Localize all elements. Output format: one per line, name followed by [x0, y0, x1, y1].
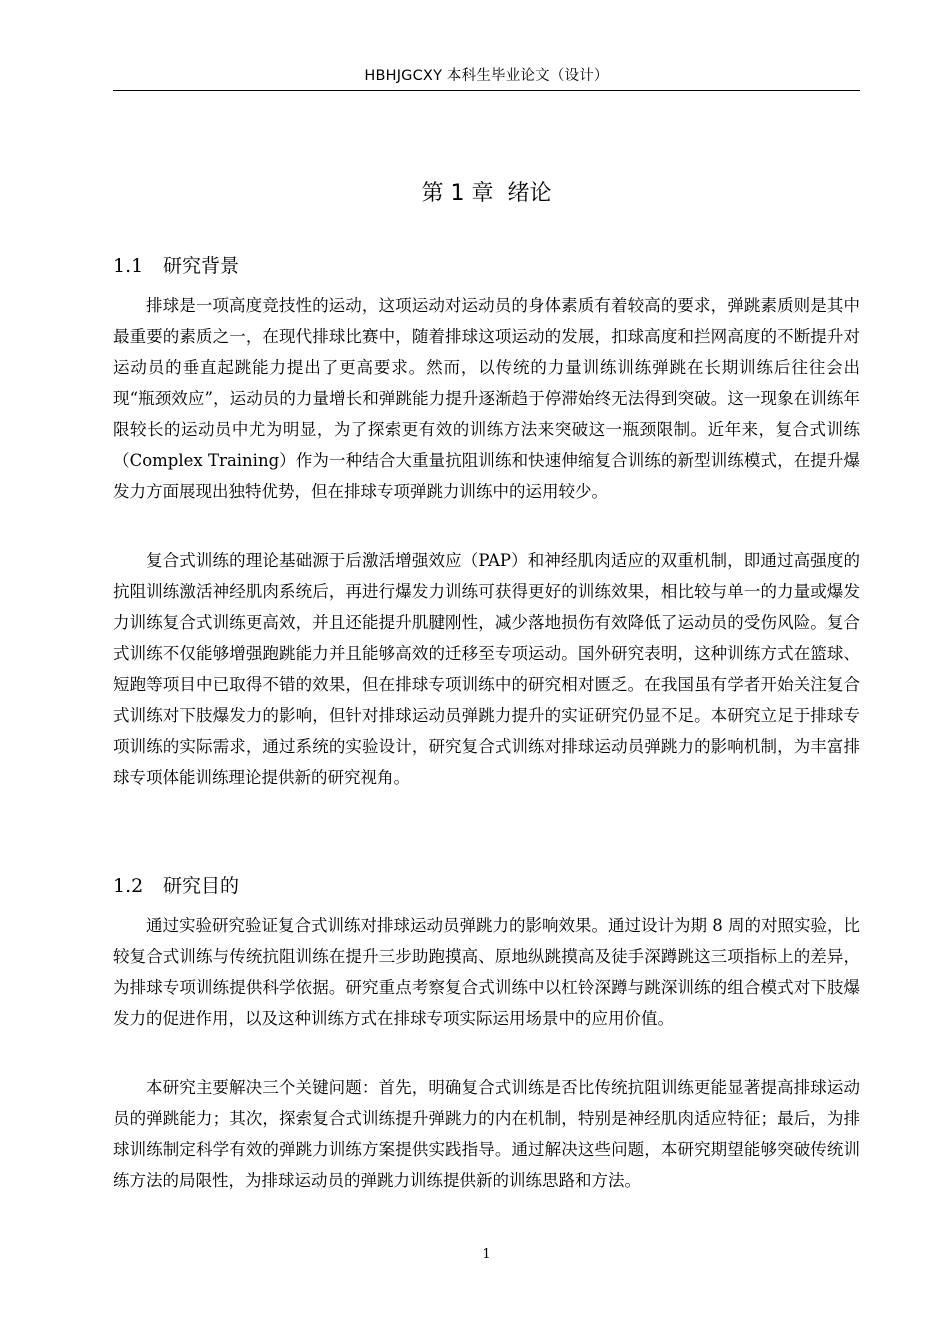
paragraph: 复合式训练的理论基础源于后激活增强效应（PAP）和神经肌肉适应的双重机制，即通过高强度的抗阻训练激活神经肌肉系统后，再进行爆发力训练可获得更好的训练效果，相比较与单一的力量或爆发力训练复合式训练更高效，并且还能提升肌腱刚性，减少落地损伤有效降低了运动员的受伤风险。复合式训练不仅能够增强跑跳能力并且能够高效的迁移至专项运动。国外研究表明，这种训练方式在篮球、短跑等项目中已取得不错的效果，但在排球专项训练中的研究相对匮乏。在我国虽有学者开始关注复合式训练对下肢爆发力的影响，但针对排球运动员弹跳力提升的实证研究仍显不足。本研究立足于排球专项训练的实际需求，通过系统的实验设计，研究复合式训练对排球运动员弹跳力的影响机制，为丰富排球专项体能训练理论提供新的研究视角。 — [113, 551, 860, 787]
section-title: 研究背景 — [163, 255, 240, 277]
paragraph: 本研究主要解决三个关键问题：首先，明确复合式训练是否比传统抗阻训练更能显著提高排球运动员的弹跳能力；其次，探索复合式训练提升弹跳力的内在机制，特别是神经肌肉适应特征；最后，为排球训练制定科学有效的弹跳力训练方案提供实践指导。通过解决这些问题，本研究期望能够突破传统训练方法的局限性，为排球运动员的弹跳力训练提供新的训练思路和方法。 — [113, 1078, 860, 1190]
section-heading-research-purpose — [113, 872, 860, 900]
running-header: HBHJGCXY 本科生毕业论文（设计） — [364, 68, 609, 84]
section-title: 研究目的 — [163, 875, 240, 897]
header-divider — [113, 90, 860, 91]
chapter-title: 第 1 章 绪论 — [421, 181, 552, 206]
section-heading-research-background — [113, 252, 860, 280]
section-number: 1.2 — [113, 875, 144, 897]
section-number: 1.1 — [113, 255, 144, 277]
paragraph: 排球是一项高度竞技性的运动，这项运动对运动员的身体素质有着较高的要求，弹跳素质则是其中最重要的素质之一，在现代排球比赛中，随着排球这项运动的发展，扣球高度和拦网高度的不断提升对运动员的垂直起跳能力提出了更高要求。然而，以传统的力量训练训练弹跳在长期训练后往往会出现“瓶颈效应”，运动员的力量增长和弹跳能力提升逐渐趋于停滞始终无法得到突破。这一现象在训练年限较长的运动员中尤为明显，为了探索更有效的训练方法来突破这一瓶颈限制。近年来，复合式训练（Complex Training）作为一种结合大重量抗阻训练和快速伸缩复合训练的新型训练模式，在提升爆发力方面展现出独特优势，但在排球专项弹跳力训练中的运用较少。 — [113, 296, 860, 501]
paragraph: 通过实验研究验证复合式训练对排球运动员弹跳力的影响效果。通过设计为期 8 周的对照实验，比较复合式训练与传统抗阻训练在提升三步助跑摸高、原地纵跳摸高及徒手深蹲跳这三项指标上的差异，为排球专项训练提供科学依据。研究重点考察复合式训练中以杠铃深蹲与跳深训练的组合模式对下肢爆发力的促进作用，以及这种训练方式在排球专项实际运用场景中的应用价值。 — [113, 916, 860, 1028]
page-number: 1 — [482, 1247, 491, 1262]
